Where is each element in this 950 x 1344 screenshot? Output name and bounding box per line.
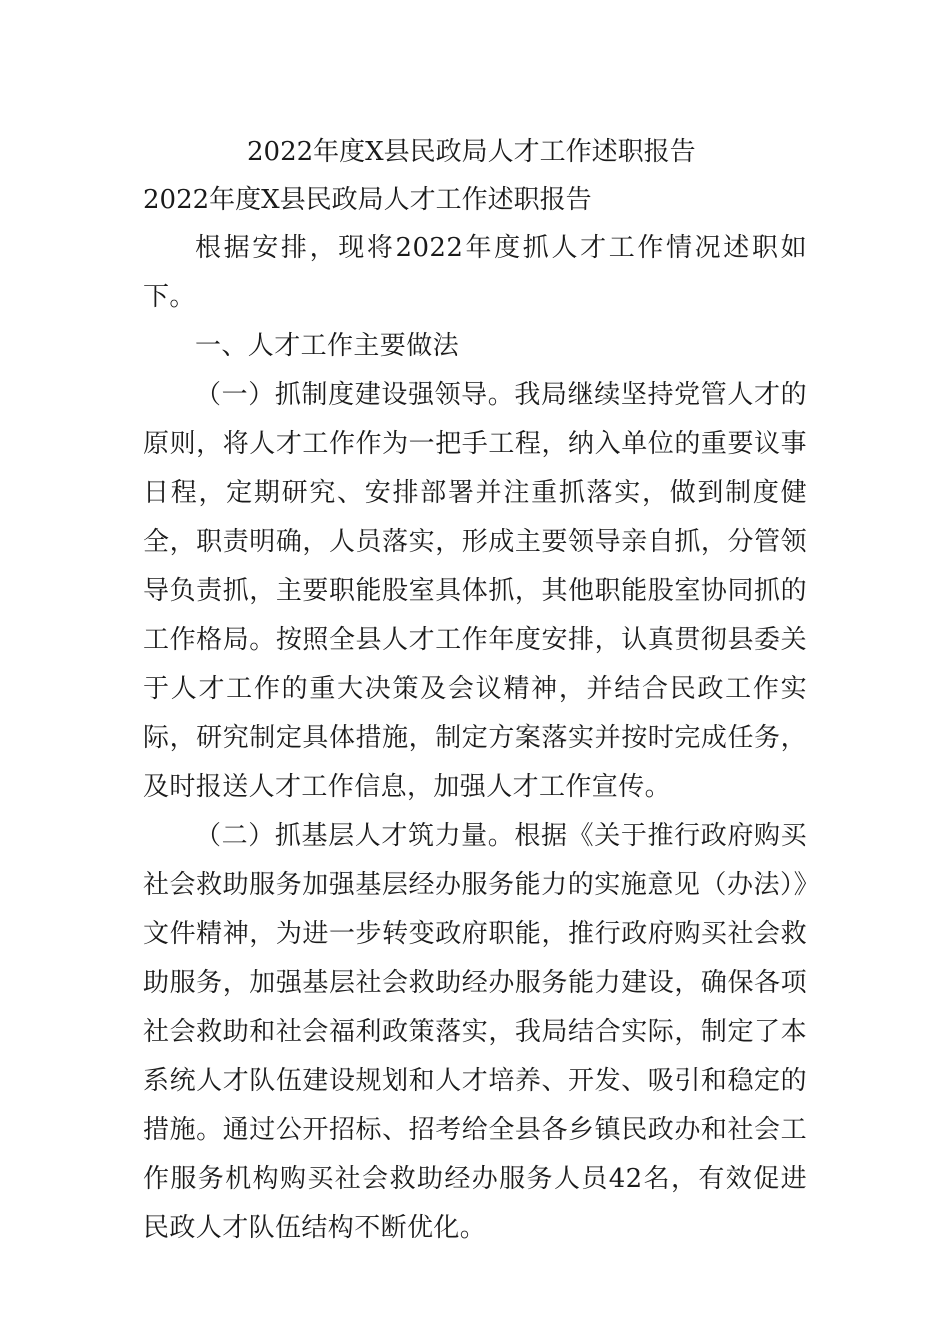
document-title: 2022年度X县民政局人才工作述职报告 <box>247 137 696 167</box>
section-heading-1: 一、人才工作主要做法 <box>195 331 460 361</box>
intro-paragraph: 根据安排，现将2022年度抓人才工作情况述职如下。 <box>143 233 807 312</box>
document-subtitle: 2022年度X县民政局人才工作述职报告 <box>143 185 592 215</box>
paragraph-institution-building: （一）抓制度建设强领导。我局继续坚持党管人才的原则，将人才工作作为一把手工程，纳入单位的重要议事日程，定期研究、安排部署并注重抓落实，做到制度健全，职责明确，人员落实，形成主要领导亲自抓，分管领导负责抓，主要职能股室具体抓，其他职能股室协同抓的工作格局。按照全县人才工作年度安排，认真贯彻县委关于人才工作的重大决策及会议精神，并结合民政工作实际，研究制定具体措施，制定方案落实并按时完成任务，及时报送人才工作信息，加强人才工作宣传。 <box>143 380 807 802</box>
document-body <box>143 128 807 1253</box>
paragraph-grassroots-talent: （二）抓基层人才筑力量。根据《关于推行政府购买社会救助服务加强基层经办服务能力的实施意见（办法）》文件精神，为进一步转变政府职能，推行政府购买社会救助服务，加强基层社会救助经办服务能力建设，确保各项社会救助和社会福利政策落实，我局结合实际，制定了本系统人才队伍建设规划和人才培养、开发、吸引和稳定的措施。通过公开招标、招考给全县各乡镇民政办和社会工作服务机构购买社会救助经办服务人员42名，有效促进民政人才队伍结构不断优化。 <box>143 821 807 1243</box>
